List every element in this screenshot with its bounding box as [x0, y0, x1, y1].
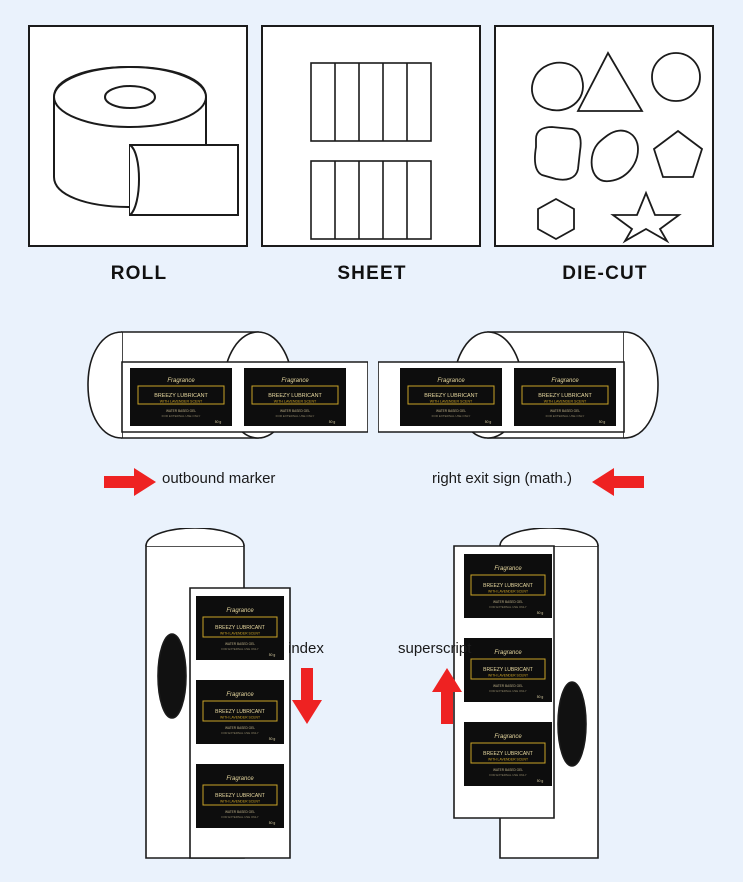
index-caption: index	[288, 640, 324, 657]
svg-text:FOR EXTERNAL USE ONLY: FOR EXTERNAL USE ONLY	[489, 773, 527, 777]
svg-text:50 g: 50 g	[268, 737, 276, 741]
svg-text:50 g: 50 g	[328, 420, 336, 424]
svg-text:FOR EXTERNAL USE ONLY: FOR EXTERNAL USE ONLY	[489, 605, 527, 609]
svg-text:50 g: 50 g	[484, 420, 492, 424]
label-type-roll-text: ROLL	[110, 263, 168, 284]
svg-text:BREEZY LUBRICANT: BREEZY LUBRICANT	[154, 393, 208, 399]
svg-text:FOR EXTERNAL USE ONLY: FOR EXTERNAL USE ONLY	[431, 414, 471, 418]
label-type-sheet[interactable]	[261, 25, 483, 285]
die-cut-illustration-box	[494, 25, 714, 247]
svg-text:WITH LAVENDER SCENT: WITH LAVENDER SCENT	[487, 589, 529, 594]
svg-text:50 g: 50 g	[268, 821, 276, 825]
svg-text:WATER BASED GEL: WATER BASED GEL	[279, 409, 311, 413]
label-sheet-icon	[263, 27, 479, 245]
svg-text:BREEZY LUBRICANT: BREEZY LUBRICANT	[215, 709, 265, 715]
svg-text:Fragrance: Fragrance	[494, 734, 522, 740]
label-type-sheet-text: SHEET	[337, 263, 407, 284]
svg-text:BREEZY LUBRICANT: BREEZY LUBRICANT	[483, 583, 533, 589]
svg-text:WITH LAVENDER SCENT: WITH LAVENDER SCENT	[159, 399, 203, 404]
roll-vertical-right	[452, 528, 612, 876]
svg-text:Fragrance: Fragrance	[281, 378, 309, 384]
horizontal-roll-row	[0, 320, 743, 510]
svg-text:Fragrance: Fragrance	[494, 650, 522, 656]
svg-text:BREEZY LUBRICANT: BREEZY LUBRICANT	[483, 667, 533, 673]
svg-text:FOR EXTERNAL USE ONLY: FOR EXTERNAL USE ONLY	[545, 414, 585, 418]
roll-illustration-box	[28, 25, 248, 247]
svg-text:50 g: 50 g	[536, 695, 544, 699]
svg-text:50 g: 50 g	[268, 653, 276, 657]
roll-horizontal-left	[58, 320, 368, 450]
svg-text:BREEZY LUBRICANT: BREEZY LUBRICANT	[538, 393, 592, 399]
svg-text:BREEZY LUBRICANT: BREEZY LUBRICANT	[215, 793, 265, 799]
svg-text:Fragrance: Fragrance	[437, 378, 465, 384]
arrow-down-icon	[292, 668, 322, 724]
svg-text:FOR EXTERNAL USE ONLY: FOR EXTERNAL USE ONLY	[221, 815, 259, 819]
arrow-left-icon	[592, 468, 644, 496]
svg-text:FOR EXTERNAL USE ONLY: FOR EXTERNAL USE ONLY	[161, 414, 201, 418]
svg-text:FOR EXTERNAL USE ONLY: FOR EXTERNAL USE ONLY	[221, 731, 259, 735]
superscript-caption: superscript	[398, 640, 472, 657]
svg-text:FOR EXTERNAL USE ONLY: FOR EXTERNAL USE ONLY	[221, 647, 259, 651]
svg-text:WITH LAVENDER SCENT: WITH LAVENDER SCENT	[487, 757, 529, 762]
svg-text:WATER BASED GEL: WATER BASED GEL	[492, 768, 524, 772]
svg-text:WITH LAVENDER SCENT: WITH LAVENDER SCENT	[219, 631, 261, 636]
svg-text:WATER BASED GEL: WATER BASED GEL	[492, 684, 524, 688]
roll-horizontal-right	[378, 320, 688, 450]
label-die-cut-icon	[496, 27, 712, 245]
svg-text:Fragrance: Fragrance	[226, 692, 254, 698]
svg-text:FOR EXTERNAL USE ONLY: FOR EXTERNAL USE ONLY	[489, 689, 527, 693]
svg-text:WATER BASED GEL: WATER BASED GEL	[224, 642, 256, 646]
vertical-roll-row	[0, 520, 743, 882]
sheet-illustration-box	[261, 25, 481, 247]
svg-text:WITH LAVENDER SCENT: WITH LAVENDER SCENT	[543, 399, 587, 404]
svg-text:WITH LAVENDER SCENT: WITH LAVENDER SCENT	[429, 399, 473, 404]
label-type-die-cut-text: DIE-CUT	[562, 263, 648, 284]
svg-text:WITH LAVENDER SCENT: WITH LAVENDER SCENT	[219, 799, 261, 804]
right-exit-sign-caption: right exit sign (math.)	[432, 470, 573, 487]
svg-text:Fragrance: Fragrance	[226, 608, 254, 614]
svg-text:FOR EXTERNAL USE ONLY: FOR EXTERNAL USE ONLY	[275, 414, 315, 418]
svg-text:WATER BASED GEL: WATER BASED GEL	[224, 726, 256, 730]
label-types-row	[0, 25, 743, 315]
svg-text:BREEZY LUBRICANT: BREEZY LUBRICANT	[268, 393, 322, 399]
svg-text:50 g: 50 g	[214, 420, 222, 424]
svg-text:50 g: 50 g	[598, 420, 606, 424]
svg-text:WITH LAVENDER SCENT: WITH LAVENDER SCENT	[487, 673, 529, 678]
label-type-die-cut[interactable]	[494, 25, 716, 285]
svg-text:WATER BASED GEL: WATER BASED GEL	[549, 409, 581, 413]
svg-text:Fragrance: Fragrance	[167, 378, 195, 384]
svg-text:BREEZY LUBRICANT: BREEZY LUBRICANT	[424, 393, 478, 399]
svg-text:WATER BASED GEL: WATER BASED GEL	[224, 810, 256, 814]
svg-text:BREEZY LUBRICANT: BREEZY LUBRICANT	[483, 751, 533, 757]
svg-text:50 g: 50 g	[536, 779, 544, 783]
svg-text:WATER BASED GEL: WATER BASED GEL	[435, 409, 467, 413]
arrow-up-icon	[432, 668, 462, 724]
svg-text:BREEZY LUBRICANT: BREEZY LUBRICANT	[215, 625, 265, 631]
svg-text:Fragrance: Fragrance	[551, 378, 579, 384]
roll-vertical-left	[132, 528, 292, 876]
label-type-roll[interactable]	[28, 25, 250, 285]
outbound-marker-caption: outbound marker	[162, 470, 276, 487]
label-roll-icon	[30, 27, 246, 245]
svg-text:WATER BASED GEL: WATER BASED GEL	[165, 409, 197, 413]
svg-text:WITH LAVENDER SCENT: WITH LAVENDER SCENT	[219, 715, 261, 720]
arrow-right-icon	[104, 468, 156, 496]
svg-text:Fragrance: Fragrance	[494, 566, 522, 572]
svg-text:Fragrance: Fragrance	[226, 776, 254, 782]
svg-text:WITH LAVENDER SCENT: WITH LAVENDER SCENT	[273, 399, 317, 404]
svg-text:WATER BASED GEL: WATER BASED GEL	[492, 600, 524, 604]
svg-text:50 g: 50 g	[536, 611, 544, 615]
